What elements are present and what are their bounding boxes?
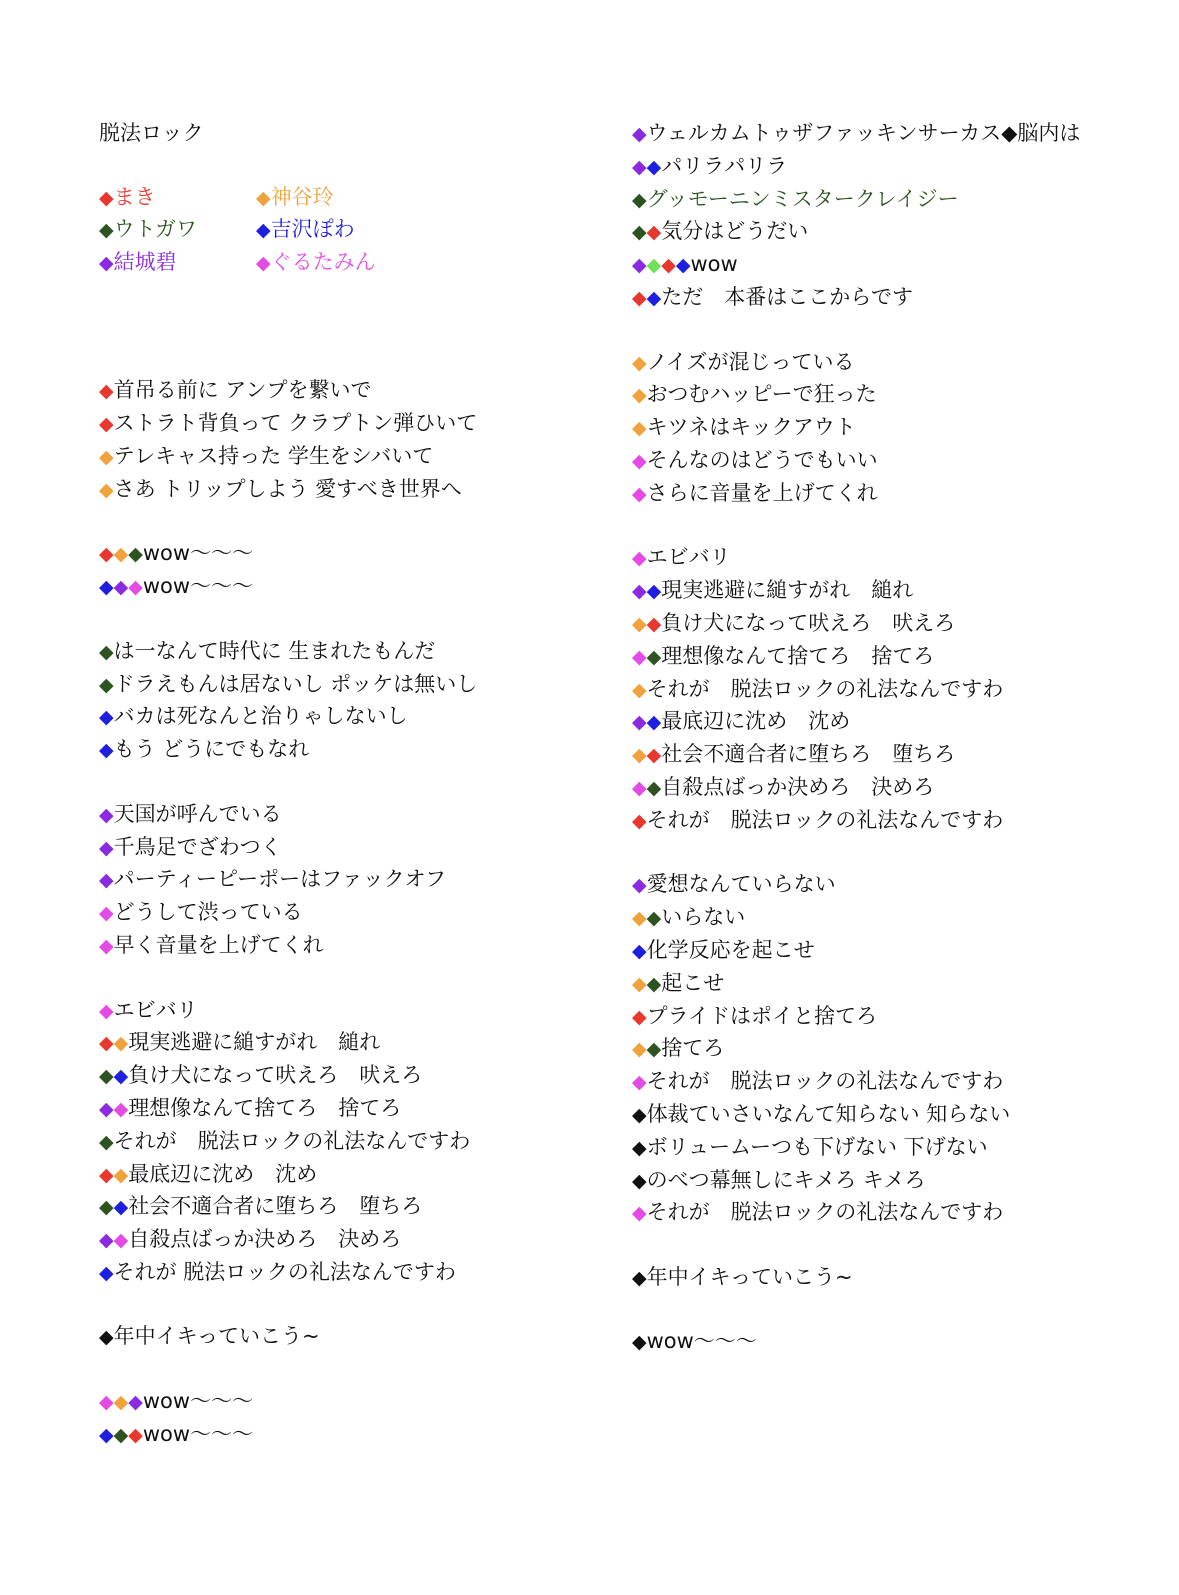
lyric-line bbox=[99, 441, 599, 474]
lyric-line bbox=[632, 869, 1082, 902]
diamond-icon: ◆ bbox=[632, 580, 647, 603]
lyric-text: それが 脱法ロックの礼法なんですわ bbox=[113, 1128, 471, 1153]
diamond-icon: ◆ bbox=[646, 972, 662, 995]
diamond-icon: ◆ bbox=[99, 902, 114, 925]
diamond-icon: ◆ bbox=[99, 576, 114, 599]
lyric-line bbox=[99, 1060, 599, 1093]
lyric-text: それが 脱法ロックの礼法なんですわ bbox=[646, 1200, 1004, 1225]
diamond-icon: ◆ bbox=[646, 1038, 662, 1061]
lyrics-right-column bbox=[632, 118, 1082, 1359]
diamond-icon: ◆ bbox=[128, 1423, 143, 1446]
diamond-icon: ◆ bbox=[632, 744, 647, 767]
lyric-text: 自殺点ばっか決めろ 決めろ bbox=[128, 1227, 402, 1252]
lyric-text: wow～～～ bbox=[646, 1329, 757, 1354]
diamond-icon: ◆ bbox=[113, 1423, 129, 1446]
diamond-icon: ◆ bbox=[113, 1032, 129, 1055]
lyric-text: wow～～～ bbox=[142, 1421, 254, 1446]
lyric-line bbox=[99, 1419, 599, 1452]
diamond-icon: ◆ bbox=[646, 907, 662, 930]
diamond-icon: ◆ bbox=[646, 744, 662, 767]
blank-line bbox=[99, 604, 599, 636]
lyric-text: 化学反応を起こせ bbox=[646, 937, 815, 962]
cast-member bbox=[99, 247, 256, 280]
lyric-text: エビバリ bbox=[113, 997, 198, 1022]
lyrics-block-left bbox=[99, 280, 599, 1452]
lyric-line bbox=[99, 375, 599, 408]
lyric-text: どうして渋っている bbox=[113, 900, 303, 925]
lyric-line bbox=[99, 1257, 599, 1290]
diamond-icon: ◆ bbox=[632, 351, 647, 374]
diamond-icon: ◆ bbox=[646, 155, 662, 178]
diamond-icon: ◆ bbox=[99, 219, 114, 242]
lyric-text: 天国が呼んでいる bbox=[113, 801, 282, 826]
blank-line bbox=[632, 1230, 1082, 1262]
diamond-icon: ◆ bbox=[632, 972, 647, 995]
lyric-text: 理想像なんて捨てろ 捨てろ bbox=[661, 643, 935, 668]
blank-line bbox=[632, 838, 1082, 870]
lyric-text: テレキャス持った 学生をシバいて bbox=[113, 443, 434, 468]
lyric-line bbox=[99, 930, 599, 963]
diamond-icon: ◆ bbox=[632, 1266, 647, 1289]
lyric-line bbox=[632, 1326, 1082, 1359]
cast-member-name: 結城碧 bbox=[113, 250, 177, 275]
diamond-icon: ◆ bbox=[113, 1229, 129, 1252]
diamond-icon: ◆ bbox=[99, 739, 114, 762]
lyric-line bbox=[632, 216, 1082, 249]
lyric-text: さあ トリップしよう 愛すべき世界へ bbox=[113, 476, 462, 501]
diamond-icon: ◆ bbox=[646, 645, 662, 668]
lyric-text: 気分はどうだい bbox=[661, 219, 809, 244]
lyric-text: ウェルカムトゥザファッキンサーカス◆脳内は bbox=[646, 121, 1081, 145]
lyric-line bbox=[632, 805, 1082, 838]
diamond-icon: ◆ bbox=[632, 907, 647, 930]
diamond-icon: ◆ bbox=[632, 1169, 647, 1192]
lyric-line bbox=[99, 538, 599, 571]
lyric-line bbox=[99, 571, 599, 604]
diamond-icon: ◆ bbox=[632, 384, 647, 407]
diamond-icon: ◆ bbox=[256, 252, 271, 275]
lyric-text: おつむハッピーで狂った bbox=[646, 382, 877, 407]
diamond-icon: ◆ bbox=[113, 1065, 129, 1088]
diamond-icon: ◆ bbox=[632, 939, 647, 962]
lyric-text: は一なんて時代に 生まれたもんだ bbox=[113, 638, 436, 663]
blank-line bbox=[99, 767, 599, 799]
cast-member bbox=[99, 214, 256, 247]
lyric-line bbox=[632, 641, 1082, 674]
lyrics-left-column bbox=[99, 118, 599, 1452]
song-title: 脱法ロック bbox=[99, 121, 204, 145]
lyric-text: そんなのはどうでもいい bbox=[646, 447, 878, 472]
diamond-icon: ◆ bbox=[99, 934, 114, 957]
lyric-line bbox=[632, 249, 1082, 282]
lyric-line bbox=[632, 347, 1082, 380]
lyric-text: それが 脱法ロックの礼法なんですわ bbox=[646, 807, 1004, 832]
diamond-icon: ◆ bbox=[99, 1326, 114, 1349]
diamond-icon: ◆ bbox=[128, 576, 143, 599]
lyric-text: ただ 本番はここからです bbox=[661, 284, 914, 309]
lyric-line bbox=[99, 734, 599, 767]
blank-line bbox=[632, 315, 1082, 347]
lyric-line bbox=[99, 864, 599, 897]
lyric-text: ノイズが混じっている bbox=[646, 349, 855, 374]
lyric-text: 最底辺に沈め 沈め bbox=[661, 709, 851, 734]
diamond-icon: ◆ bbox=[632, 776, 647, 799]
lyric-text: 自殺点ばっか決めろ 決めろ bbox=[661, 774, 935, 799]
lyric-text: キツネはキックアウト bbox=[646, 415, 856, 440]
lyric-text: 体裁ていさいなんて知らない 知らない bbox=[646, 1101, 1011, 1126]
lyric-line bbox=[632, 772, 1082, 805]
diamond-icon: ◆ bbox=[632, 1136, 647, 1159]
diamond-icon: ◆ bbox=[99, 1130, 114, 1153]
lyric-text: 社会不適合者に堕ちろ 堕ちろ bbox=[661, 742, 956, 767]
lyric-line bbox=[99, 408, 599, 441]
diamond-icon: ◆ bbox=[99, 445, 114, 468]
diamond-icon: ◆ bbox=[99, 836, 114, 859]
diamond-icon: ◆ bbox=[632, 1005, 647, 1028]
blank-line bbox=[632, 511, 1082, 543]
cast-column bbox=[99, 182, 256, 280]
diamond-icon: ◆ bbox=[632, 1202, 647, 1225]
diamond-icon: ◆ bbox=[113, 1163, 129, 1186]
lyric-line bbox=[99, 799, 599, 832]
lyric-line bbox=[632, 1033, 1082, 1066]
lyric-line bbox=[632, 968, 1082, 1001]
diamond-icon: ◆ bbox=[632, 1331, 647, 1354]
diamond-icon: ◆ bbox=[632, 123, 647, 145]
diamond-icon: ◆ bbox=[113, 1097, 129, 1120]
diamond-icon: ◆ bbox=[99, 1391, 114, 1414]
lyric-text: エビバリ bbox=[646, 545, 731, 570]
diamond-icon: ◆ bbox=[646, 776, 662, 799]
diamond-icon: ◆ bbox=[99, 1065, 114, 1088]
lyric-line bbox=[99, 1386, 599, 1419]
diamond-icon: ◆ bbox=[113, 1196, 129, 1219]
lyric-text: のべつ幕無しにキメろ キメろ bbox=[646, 1167, 926, 1192]
diamond-icon: ◆ bbox=[99, 706, 114, 729]
lyric-text: もう どうにでもなれ bbox=[113, 737, 310, 762]
diamond-icon: ◆ bbox=[675, 254, 691, 277]
lyric-line bbox=[632, 1262, 1082, 1295]
lyric-line bbox=[632, 151, 1082, 184]
diamond-icon: ◆ bbox=[632, 1071, 647, 1094]
lyric-line bbox=[99, 995, 599, 1028]
diamond-icon: ◆ bbox=[646, 612, 662, 635]
lyric-line bbox=[99, 1027, 599, 1060]
blank-line bbox=[99, 1354, 599, 1386]
lyric-line bbox=[632, 575, 1082, 608]
lyric-text: 首吊る前に アンプを繋いで bbox=[113, 378, 372, 403]
lyric-line bbox=[99, 636, 599, 669]
diamond-icon: ◆ bbox=[632, 711, 647, 734]
lyric-line bbox=[632, 412, 1082, 445]
lyric-line bbox=[632, 674, 1082, 707]
diamond-icon: ◆ bbox=[99, 1097, 114, 1120]
lyric-text: wow～～～ bbox=[142, 1389, 254, 1414]
lyric-text: さらに音量を上げてくれ bbox=[646, 480, 878, 505]
lyric-line bbox=[632, 902, 1082, 935]
diamond-icon: ◆ bbox=[128, 543, 143, 566]
lyric-text: ストラト背負って クラプトン弾ひいて bbox=[113, 411, 478, 436]
lyric-text: パリラパリラ bbox=[661, 153, 788, 178]
lyric-line bbox=[99, 701, 599, 734]
lyric-text: プライドはポイと捨てろ bbox=[646, 1003, 877, 1028]
lyric-line bbox=[99, 1224, 599, 1257]
lyric-line bbox=[99, 1093, 599, 1126]
diamond-icon: ◆ bbox=[99, 252, 114, 275]
diamond-icon: ◆ bbox=[632, 482, 647, 505]
lyric-text: 早く音量を上げてくれ bbox=[113, 932, 324, 957]
cast-member bbox=[256, 214, 413, 247]
lyric-line bbox=[632, 608, 1082, 641]
blank-line bbox=[99, 1290, 599, 1322]
diamond-icon: ◆ bbox=[632, 874, 647, 897]
diamond-icon: ◆ bbox=[99, 1196, 114, 1219]
lyric-line bbox=[632, 1132, 1082, 1165]
lyric-text: 理想像なんて捨てろ 捨てろ bbox=[128, 1095, 402, 1120]
lyric-text: 捨てろ bbox=[661, 1036, 725, 1061]
lyric-line bbox=[632, 1099, 1082, 1132]
diamond-icon: ◆ bbox=[99, 186, 114, 209]
diamond-icon: ◆ bbox=[632, 809, 647, 832]
diamond-icon: ◆ bbox=[99, 1261, 114, 1284]
lyric-text: 負け犬になって吠えろ 吠えろ bbox=[128, 1063, 423, 1088]
lyric-text: 愛想なんていらない bbox=[646, 872, 836, 897]
blank-line bbox=[99, 963, 599, 995]
diamond-icon: ◆ bbox=[99, 999, 114, 1022]
lyric-text: 年中イキっていこう~ bbox=[113, 1324, 320, 1349]
lyric-text: 現実逃避に縋すがれ 縋れ bbox=[128, 1030, 381, 1055]
lyric-line bbox=[632, 184, 1082, 217]
diamond-icon: ◆ bbox=[99, 1032, 114, 1055]
diamond-icon: ◆ bbox=[99, 1423, 114, 1446]
diamond-icon: ◆ bbox=[632, 188, 647, 211]
diamond-icon: ◆ bbox=[632, 254, 647, 277]
diamond-icon: ◆ bbox=[256, 219, 271, 242]
diamond-icon: ◆ bbox=[632, 155, 647, 178]
diamond-icon: ◆ bbox=[632, 221, 647, 244]
diamond-icon: ◆ bbox=[99, 803, 114, 826]
lyric-text: それが 脱法ロックの礼法なんですわ bbox=[113, 1259, 456, 1284]
diamond-icon: ◆ bbox=[128, 1391, 143, 1414]
diamond-icon: ◆ bbox=[256, 186, 271, 209]
lyric-line bbox=[99, 1191, 599, 1224]
lyric-text: グッモーニンミスタークレイジー bbox=[646, 186, 959, 211]
diamond-icon: ◆ bbox=[632, 1103, 647, 1126]
lyric-line bbox=[632, 542, 1082, 575]
diamond-icon: ◆ bbox=[99, 1229, 114, 1252]
diamond-icon: ◆ bbox=[632, 286, 647, 309]
cast-member-name: ぐるたみん bbox=[270, 250, 376, 275]
lyric-line bbox=[632, 706, 1082, 739]
lyric-line bbox=[632, 1001, 1082, 1034]
diamond-icon: ◆ bbox=[646, 580, 662, 603]
lyric-line bbox=[632, 282, 1082, 315]
cast-legend bbox=[99, 182, 599, 280]
lyric-line bbox=[632, 739, 1082, 772]
lyric-text: それが 脱法ロックの礼法なんですわ bbox=[646, 676, 1004, 701]
cast-member bbox=[99, 182, 256, 215]
cast-column bbox=[256, 182, 413, 280]
diamond-icon: ◆ bbox=[632, 547, 647, 570]
lyric-text: 年中イキっていこう~ bbox=[646, 1264, 853, 1289]
lyric-text: 千鳥足でざわつく bbox=[113, 834, 282, 859]
diamond-icon: ◆ bbox=[632, 1038, 647, 1061]
lyric-line bbox=[99, 474, 599, 507]
cast-spacer bbox=[99, 150, 599, 182]
lyrics-block-right bbox=[632, 118, 1082, 1359]
diamond-icon: ◆ bbox=[646, 711, 662, 734]
lyric-text: 社会不適合者に堕ちろ 堕ちろ bbox=[128, 1194, 423, 1219]
lyric-line bbox=[632, 379, 1082, 412]
lyric-line bbox=[99, 897, 599, 930]
lyric-line bbox=[632, 478, 1082, 511]
diamond-icon: ◆ bbox=[632, 678, 647, 701]
blank-line bbox=[99, 344, 599, 376]
lyric-text: バカは死なんと治りゃしないし bbox=[113, 704, 408, 729]
lyric-text: 現実逃避に縋すがれ 縋れ bbox=[661, 578, 914, 603]
cast-member-name: 神谷玲 bbox=[270, 184, 334, 209]
lyric-line bbox=[99, 669, 599, 702]
diamond-icon: ◆ bbox=[632, 645, 647, 668]
diamond-icon: ◆ bbox=[646, 221, 662, 244]
diamond-icon: ◆ bbox=[661, 254, 676, 277]
diamond-icon: ◆ bbox=[646, 286, 662, 309]
diamond-icon: ◆ bbox=[113, 1391, 129, 1414]
diamond-icon: ◆ bbox=[99, 673, 114, 696]
diamond-icon: ◆ bbox=[99, 869, 114, 892]
lyric-line bbox=[632, 1165, 1082, 1198]
lyric-text: パーティーピーポーはファックオフ bbox=[113, 867, 447, 892]
lyric-text: 最底辺に沈め 沈め bbox=[128, 1161, 318, 1186]
blank-line bbox=[99, 280, 599, 312]
diamond-icon: ◆ bbox=[99, 1163, 114, 1186]
lyric-line bbox=[99, 1321, 599, 1354]
diamond-icon: ◆ bbox=[99, 543, 114, 566]
diamond-icon: ◆ bbox=[646, 254, 662, 277]
lyric-text: ドラえもんは居ないし ポッケは無いし bbox=[113, 671, 478, 696]
diamond-icon: ◆ bbox=[632, 449, 647, 472]
lyric-line bbox=[632, 118, 1082, 151]
cast-member-name: ウトガワ bbox=[113, 217, 197, 242]
lyric-text: ボリュームーつも下げない 下げない bbox=[646, 1134, 988, 1159]
cast-member bbox=[256, 182, 413, 215]
blank-line bbox=[632, 1295, 1082, 1327]
blank-line bbox=[99, 312, 599, 344]
lyric-text: 起こせ bbox=[661, 970, 725, 995]
diamond-icon: ◆ bbox=[99, 640, 114, 663]
lyric-text: wow～～～ bbox=[142, 574, 254, 599]
lyric-line bbox=[99, 832, 599, 865]
diamond-icon: ◆ bbox=[99, 478, 114, 501]
blank-line bbox=[99, 507, 599, 539]
lyric-line bbox=[99, 1126, 599, 1159]
diamond-icon: ◆ bbox=[113, 576, 129, 599]
lyric-text: いらない bbox=[661, 905, 746, 930]
lyric-text: 負け犬になって吠えろ 吠えろ bbox=[661, 610, 956, 635]
lyric-text: wow bbox=[690, 252, 738, 277]
lyric-text: それが 脱法ロックの礼法なんですわ bbox=[646, 1069, 1004, 1094]
diamond-icon: ◆ bbox=[99, 380, 114, 403]
cast-member-name: 吉沢ぽわ bbox=[270, 217, 355, 242]
cast-member-name: まき bbox=[113, 184, 156, 209]
lyric-line bbox=[632, 1197, 1082, 1230]
lyric-line bbox=[632, 445, 1082, 478]
diamond-icon: ◆ bbox=[113, 543, 129, 566]
diamond-icon: ◆ bbox=[632, 612, 647, 635]
lyric-line bbox=[632, 1066, 1082, 1099]
cast-member bbox=[256, 247, 413, 280]
lyric-text: wow～～～ bbox=[142, 541, 254, 566]
diamond-icon: ◆ bbox=[99, 413, 114, 436]
lyric-line bbox=[632, 935, 1082, 968]
lyric-line bbox=[99, 1159, 599, 1192]
diamond-icon: ◆ bbox=[632, 417, 647, 440]
